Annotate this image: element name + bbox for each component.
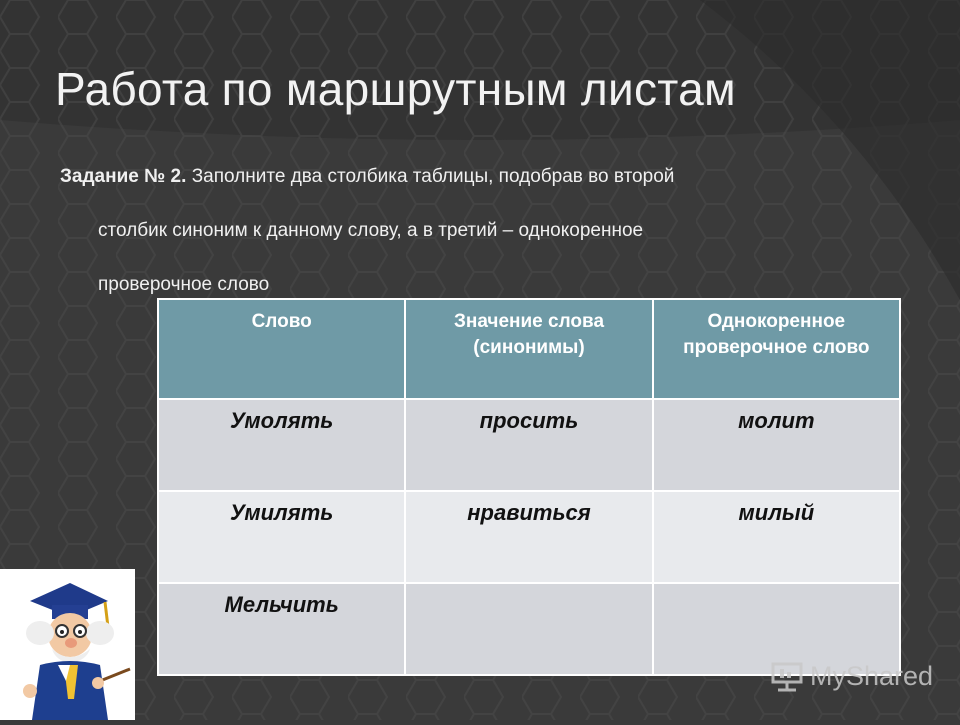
words-table — [157, 298, 901, 676]
cell-synonym: просить — [405, 399, 652, 491]
cell-root: молит — [653, 399, 900, 491]
cell-word: Умолять — [158, 399, 405, 491]
cell-word: Умилять — [158, 491, 405, 583]
task-line-1-text: Заполните два столбика таблицы, подобрав во второй — [191, 166, 675, 187]
page-title: Работа по маршрутным листам — [55, 63, 736, 115]
slideshow-icon — [770, 659, 804, 693]
watermark-text: MyShared — [810, 660, 934, 691]
cell-synonym — [405, 583, 652, 675]
professor-illustration — [0, 569, 135, 720]
table-row — [158, 399, 900, 491]
cell-root: милый — [653, 491, 900, 583]
professor-icon — [0, 569, 135, 720]
task-line-2: столбик синоним к данному слову, а в третий – однокоренное — [98, 220, 644, 241]
cell-word: Мельчить — [158, 583, 405, 675]
header-root-word: Однокоренное проверочное слово — [653, 299, 900, 399]
cell-synonym: нравиться — [405, 491, 652, 583]
header-word: Слово — [158, 299, 405, 399]
task-text — [60, 150, 860, 312]
header-synonym: Значение слова (синонимы) — [405, 299, 652, 399]
task-label: Задание № 2. — [60, 166, 187, 187]
task-line-1 — [60, 150, 860, 204]
table-header-row — [158, 299, 900, 399]
table-row — [158, 491, 900, 583]
watermark — [770, 656, 933, 696]
task-line-3: проверочное слово — [98, 274, 270, 295]
